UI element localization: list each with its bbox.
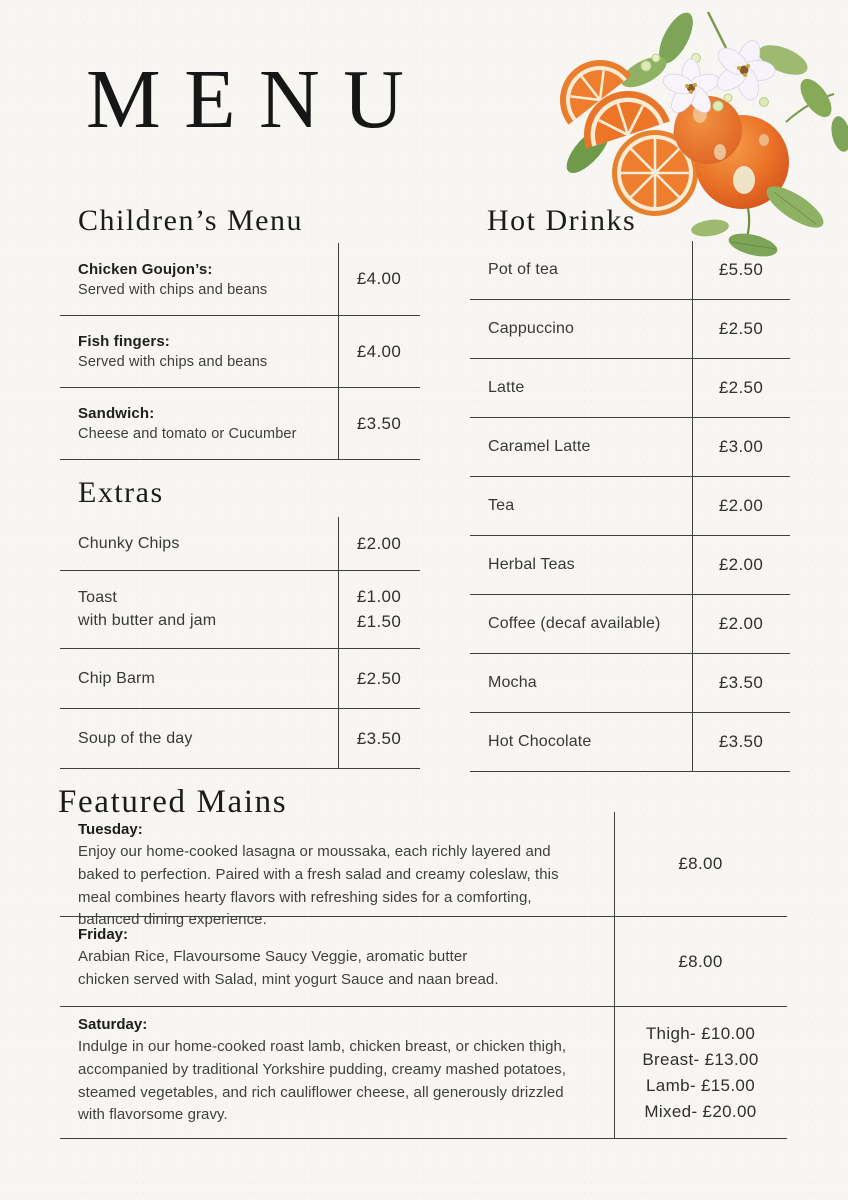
column-divider xyxy=(614,812,615,1139)
item-price-line: £8.00 xyxy=(678,951,723,971)
hot-drinks-table xyxy=(470,241,790,772)
item-info xyxy=(60,261,338,298)
featured-item-row xyxy=(60,917,787,1007)
item-price: £4.00 xyxy=(356,341,402,361)
item-name: Toast xyxy=(78,589,118,606)
item-info xyxy=(470,674,692,692)
item-name: Pot of tea xyxy=(488,261,559,278)
item-name: Fish fingers: xyxy=(78,333,170,350)
item-price xyxy=(338,587,420,632)
item-name: Tea xyxy=(488,497,515,514)
section-heading-childrens: Children’s Menu xyxy=(78,204,303,237)
item-info xyxy=(470,438,692,456)
item-info xyxy=(470,497,692,515)
item-info xyxy=(60,1007,614,1138)
item-name: Herbal Teas xyxy=(488,556,575,573)
item-price: £2.00 xyxy=(718,555,764,574)
menu-item-row xyxy=(60,571,420,649)
page-title: MENU xyxy=(86,53,428,146)
menu-item-row xyxy=(60,316,420,388)
item-info xyxy=(60,405,338,442)
item-info xyxy=(60,812,614,929)
menu-item-row xyxy=(60,649,420,709)
menu-item-row xyxy=(470,418,790,477)
item-price xyxy=(614,812,787,916)
section-heading-hot-drinks: Hot Drinks xyxy=(487,204,637,237)
menu-item-row xyxy=(470,477,790,536)
item-price-line: £1.50 xyxy=(356,612,402,631)
item-info xyxy=(60,670,338,688)
item-name: Hot Chocolate xyxy=(488,733,592,750)
item-name: Caramel Latte xyxy=(488,438,591,455)
item-name: Cappuccino xyxy=(488,320,575,337)
item-desc-line: Arabian Rice, Flavoursome Saucy Veggie, aromatic butter xyxy=(78,948,468,965)
item-price xyxy=(614,917,787,1006)
branch xyxy=(708,12,726,48)
menu-item-row xyxy=(470,713,790,772)
item-name: Latte xyxy=(488,379,525,396)
featured-mains-table xyxy=(60,812,787,1139)
menu-item-row xyxy=(60,517,420,571)
item-info xyxy=(60,730,338,748)
menu-item-row xyxy=(470,536,790,595)
column-divider xyxy=(692,241,693,772)
item-price: £2.00 xyxy=(718,614,764,633)
menu-item-row xyxy=(470,300,790,359)
item-desc: Served with chips and beans xyxy=(78,281,268,298)
menu-item-row xyxy=(470,359,790,418)
item-price-line: £1.00 xyxy=(356,587,402,606)
section-heading-extras: Extras xyxy=(78,476,164,509)
item-name: Soup of the day xyxy=(78,729,193,747)
item-price: £3.50 xyxy=(356,413,402,433)
item-price-line: £8.00 xyxy=(678,854,723,873)
menu-item-row xyxy=(470,595,790,654)
item-info xyxy=(470,615,692,633)
featured-item-row xyxy=(60,1007,787,1139)
item-price: £3.50 xyxy=(718,732,764,751)
menu-item-row xyxy=(60,709,420,769)
item-price: £3.50 xyxy=(718,673,764,692)
menu-item-row xyxy=(60,388,420,460)
item-info xyxy=(60,333,338,370)
item-desc-line: chicken served with Salad, mint yogurt Sauce and naan bread. xyxy=(78,970,499,988)
item-price: £2.50 xyxy=(718,378,764,397)
item-info xyxy=(60,589,338,630)
section-heading-featured-mains: Featured Mains xyxy=(58,784,288,820)
item-desc: Served with chips and beans xyxy=(78,354,268,370)
item-desc: Indulge in our home-cooked roast lamb, chicken breast, or chicken thigh, accompanied by traditional Yorkshire pudding, creamy mashed potatoes, steamed vegetables, and rich cauliflower cheese, all generously drizzled with flavorsome gravy. xyxy=(78,1038,567,1124)
item-name: Mocha xyxy=(488,674,537,691)
item-name: Chicken Goujon’s: xyxy=(78,260,213,278)
item-price: £2.50 xyxy=(356,668,402,688)
item-day: Friday: xyxy=(78,926,129,943)
childrens-menu-table xyxy=(60,243,420,460)
item-name: Coffee (decaf available) xyxy=(488,615,661,632)
item-price: £3.00 xyxy=(718,437,764,456)
extras-table xyxy=(60,517,420,769)
item-price-line: Thigh- £10.00 xyxy=(645,1023,756,1043)
item-desc: with butter and jam xyxy=(78,612,217,629)
item-price-line: Mixed- £20.00 xyxy=(644,1101,757,1121)
column-divider xyxy=(338,243,339,460)
column-divider xyxy=(338,517,339,769)
item-info xyxy=(470,556,692,574)
item-price: £2.00 xyxy=(718,496,764,515)
item-name: Sandwich: xyxy=(78,405,155,422)
item-price-list xyxy=(614,1007,787,1138)
item-day: Tuesday: xyxy=(78,821,143,838)
item-price: £5.50 xyxy=(718,260,764,279)
item-name: Chunky Chips xyxy=(78,534,180,552)
item-desc xyxy=(78,946,580,992)
item-price: £2.00 xyxy=(356,533,402,553)
item-name: Chip Barm xyxy=(78,669,156,687)
item-price-line: Breast- £13.00 xyxy=(642,1049,759,1069)
item-price-line: Lamb- £15.00 xyxy=(646,1075,755,1095)
item-price: £2.50 xyxy=(718,319,764,338)
item-price: £4.00 xyxy=(356,269,402,288)
menu-item-row xyxy=(60,243,420,316)
menu-item-row xyxy=(470,241,790,300)
item-info xyxy=(470,379,692,397)
item-info xyxy=(470,320,692,338)
item-desc: Enjoy our home-cooked lasagna or moussaka, each richly layered and baked to perfection. Paired with a fresh salad and creamy coleslaw, this meal combines hearty flavors with refreshing sides for a comforting, balanced dining experience. xyxy=(78,843,559,929)
item-info xyxy=(470,733,692,751)
item-day: Saturday: xyxy=(78,1016,148,1033)
item-info xyxy=(470,261,692,279)
item-info xyxy=(60,535,338,553)
item-price: £3.50 xyxy=(356,728,402,748)
item-info xyxy=(60,917,614,1006)
featured-item-row xyxy=(60,812,787,929)
menu-item-row xyxy=(470,654,790,713)
item-desc: Cheese and tomato or Cucumber xyxy=(78,426,297,442)
